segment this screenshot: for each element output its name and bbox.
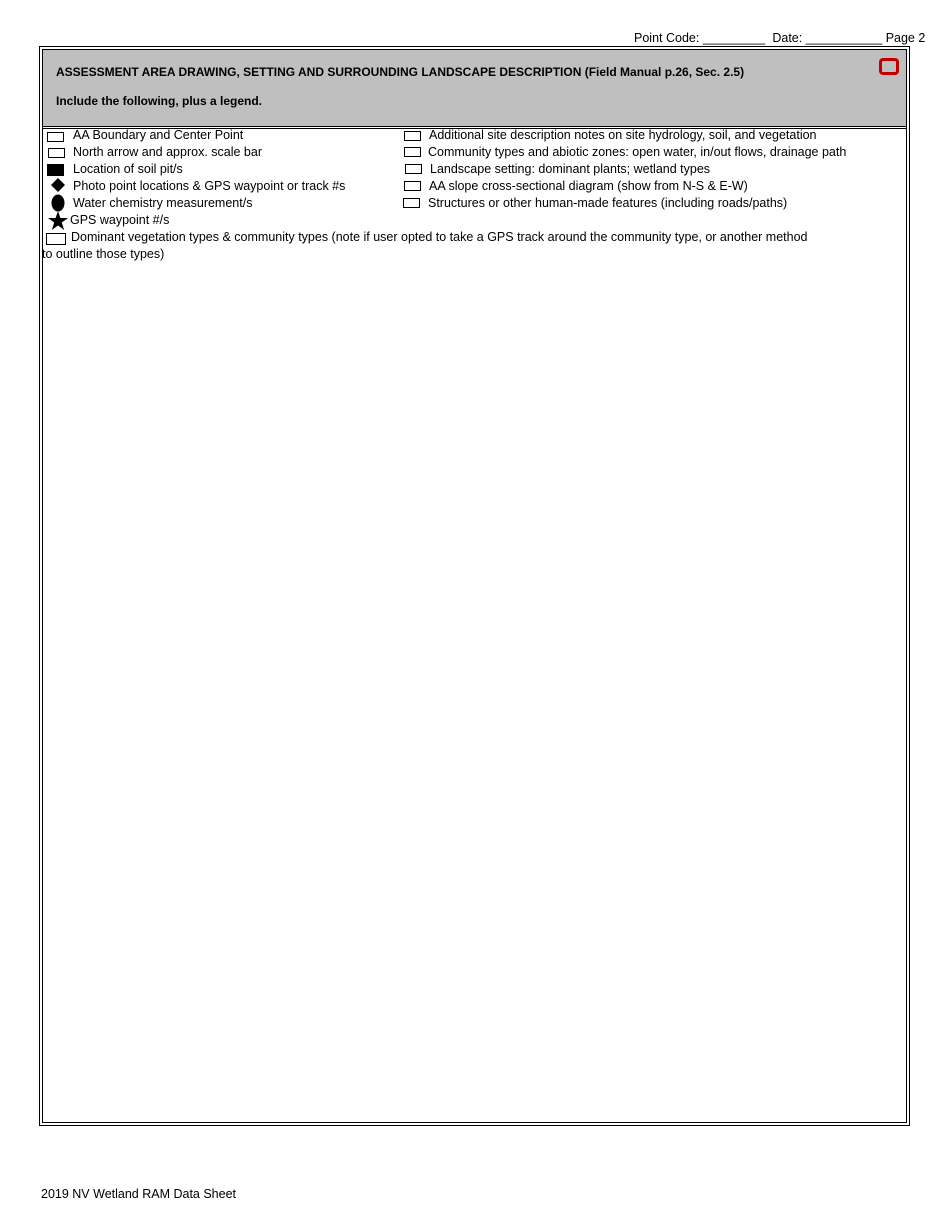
aa-boundary-checkbox[interactable] (47, 132, 64, 142)
north-arrow-checkbox[interactable] (48, 148, 65, 158)
section-subtitle: Include the following, plus a legend. (56, 94, 263, 108)
legend-item-community-types: Community types and abiotic zones: open water, in/out flows, drainage path (428, 145, 847, 159)
legend-item-dominant-vegetation: Dominant vegetation types & community types (note if user opted to take a GPS track around the community type, or another method (71, 230, 808, 244)
filled-square-icon (47, 164, 64, 176)
legend-item-structures: Structures or other human-made features (including roads/paths) (428, 196, 788, 210)
legend-item-site-notes: Additional site description notes on site hydrology, soil, and vegetation (429, 128, 817, 142)
legend-item-photo-point: Photo point locations & GPS waypoint or track #s (73, 179, 346, 193)
legend-item-water-chemistry: Water chemistry measurement/s (73, 196, 253, 210)
structures-checkbox[interactable] (403, 198, 420, 208)
legend-item-slope-diagram: AA slope cross-sectional diagram (show from N-S & E-W) (429, 179, 748, 193)
legend-item-soil-pit: Location of soil pit/s (73, 162, 183, 176)
date-blank[interactable]: ___________ (805, 31, 883, 45)
legend-item-gps-waypoint: GPS waypoint #/s (70, 213, 170, 227)
dominant-vegetation-checkbox[interactable] (46, 233, 66, 245)
star-icon (48, 211, 68, 231)
legend-item-north-arrow: North arrow and approx. scale bar (73, 145, 262, 159)
section-header (43, 50, 906, 127)
date-label: Date: (772, 31, 803, 45)
legend-item-landscape-setting: Landscape setting: dominant plants; wetland types (430, 162, 711, 176)
site-notes-checkbox[interactable] (404, 131, 421, 141)
page-number: Page 2 (885, 31, 926, 45)
legend-item-aa-boundary: AA Boundary and Center Point (73, 128, 244, 142)
legend-item-dominant-vegetation-cont: to outline those types) (42, 247, 165, 261)
header-fields (634, 31, 925, 45)
section-check-icon[interactable] (879, 58, 899, 75)
point-code-label: Point Code: (634, 31, 700, 45)
community-types-checkbox[interactable] (404, 147, 421, 157)
point-code-blank[interactable]: _________ (702, 31, 766, 45)
oval-icon (51, 194, 65, 212)
slope-diagram-checkbox[interactable] (404, 181, 421, 191)
footer-text: 2019 NV Wetland RAM Data Sheet (41, 1187, 237, 1201)
section-title: ASSESSMENT AREA DRAWING, SETTING AND SURROUNDING LANDSCAPE DESCRIPTION (Field Manual p.26, Sec. 2.5) (56, 65, 745, 79)
diamond-icon (51, 178, 65, 192)
landscape-setting-checkbox[interactable] (405, 164, 422, 174)
